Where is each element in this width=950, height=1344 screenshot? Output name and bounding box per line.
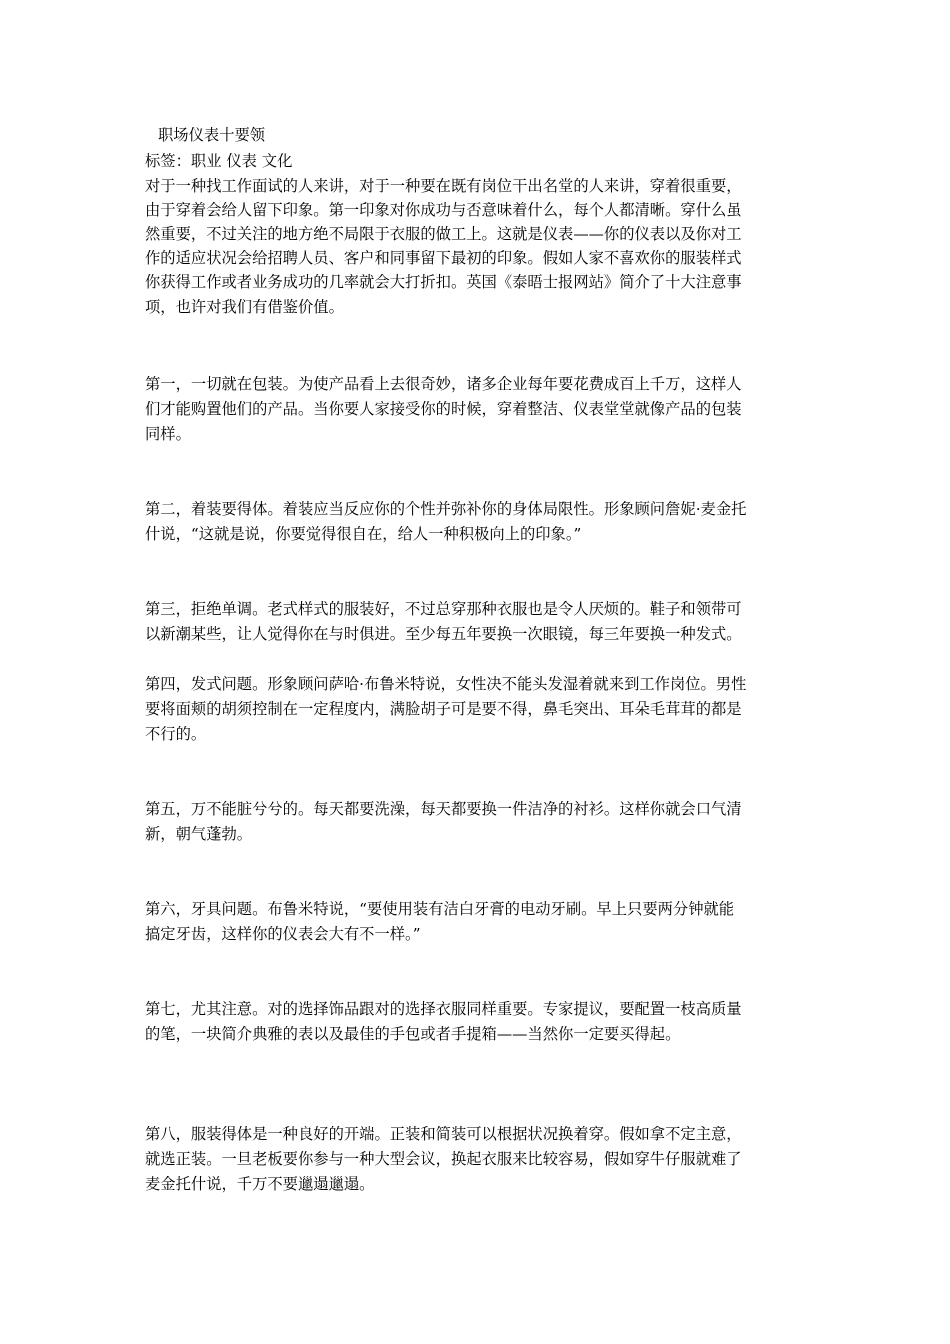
paragraph-5-line: 新，朝气蓬勃。 — [145, 825, 253, 843]
paragraph-1-line: 同样。 — [145, 425, 191, 443]
paragraph-7-line: 第七，尤其注意。对的选择饰品跟对的选择衣服同样重要。专家提议，要配置一枝高质量 — [145, 1000, 742, 1018]
intro-line: 由于穿着会给人留下印象。第一印象对你成功与否意味着什么，每个人都清晰。穿什么虽 — [145, 201, 742, 219]
paragraph-1-line: 第一，一切就在包装。为使产品看上去很奇妙，诸多企业每年要花费成百上千万，这样人 — [145, 375, 742, 393]
paragraph-8-line: 麦金托什说，千万不要邋遢邋遢。 — [145, 1175, 375, 1193]
paragraph-8-line: 就选正装。一旦老板要你参与一种大型会议，换起衣服来比较容易，假如穿牛仔服就难了 — [145, 1150, 742, 1168]
paragraph-5-line: 第五，万不能脏兮兮的。每天都要洗澡，每天都要换一件洁净的衬衫。这样你就会口气清 — [145, 800, 742, 818]
document-title: 职场仪表十要领 — [158, 126, 266, 144]
document-tags: 标签：职业 仪表 文化 — [145, 152, 293, 170]
intro-line: 然重要，不过关注的地方绝不局限于衣服的做工上。这就是仪表——你的仪表以及你对工 — [145, 225, 742, 243]
paragraph-3-line: 第三，拒绝单调。老式样式的服装好，不过总穿那种衣服也是令人厌烦的。鞋子和领带可 — [145, 600, 742, 618]
paragraph-4-line: 不行的。 — [145, 725, 207, 743]
paragraph-1-line: 们才能购置他们的产品。当你要人家接受你的时候，穿着整洁、仪表堂堂就像产品的包装 — [145, 400, 742, 418]
intro-line: 对于一种找工作面试的人来讲，对于一种要在既有岗位干出名堂的人来讲，穿着很重要， — [145, 177, 742, 195]
paragraph-8-line: 第八，服装得体是一种良好的开端。正装和简装可以根据状况换着穿。假如拿不定主意， — [145, 1125, 742, 1143]
paragraph-7-line: 的笔，一块简介典雅的表以及最佳的手包或者手提箱——当然你一定要买得起。 — [145, 1025, 681, 1043]
paragraph-4-line: 要将面颊的胡须控制在一定程度内，满脸胡子可是要不得，鼻毛突出、耳朵毛茸茸的都是 — [145, 700, 742, 718]
paragraph-3-line: 以新潮某些，让人觉得你在与时俱进。至少每五年要换一次眼镜，每三年要换一种发式。 — [145, 625, 742, 643]
paragraph-2-line: 什说，“这就是说，你要觉得很自在，给人一种积极向上的印象。” — [145, 525, 582, 543]
paragraph-2-line: 第二，着装要得体。着装应当反应你的个性并弥补你的身体局限性。形象顾问詹妮·麦金托 — [145, 500, 747, 518]
paragraph-4-line: 第四，发式问题。形象顾问萨哈·布鲁米特说，女性决不能头发湿着就来到工作岗位。男性 — [145, 675, 747, 693]
paragraph-6-line: 搞定牙齿，这样你的仪表会大有不一样。” — [145, 925, 421, 943]
intro-line: 你获得工作或者业务成功的几率就会大打折扣。英国《泰晤士报网站》简介了十大注意事 — [145, 273, 742, 291]
paragraph-6-line: 第六，牙具问题。布鲁米特说，“要使用装有洁白牙膏的电动牙刷。早上只要两分钟就能 — [145, 900, 735, 918]
intro-line: 作的适应状况会给招聘人员、客户和同事留下最初的印象。假如人家不喜欢你的服装样式 — [145, 249, 742, 267]
intro-line: 项，也许对我们有借鉴价值。 — [145, 298, 344, 316]
